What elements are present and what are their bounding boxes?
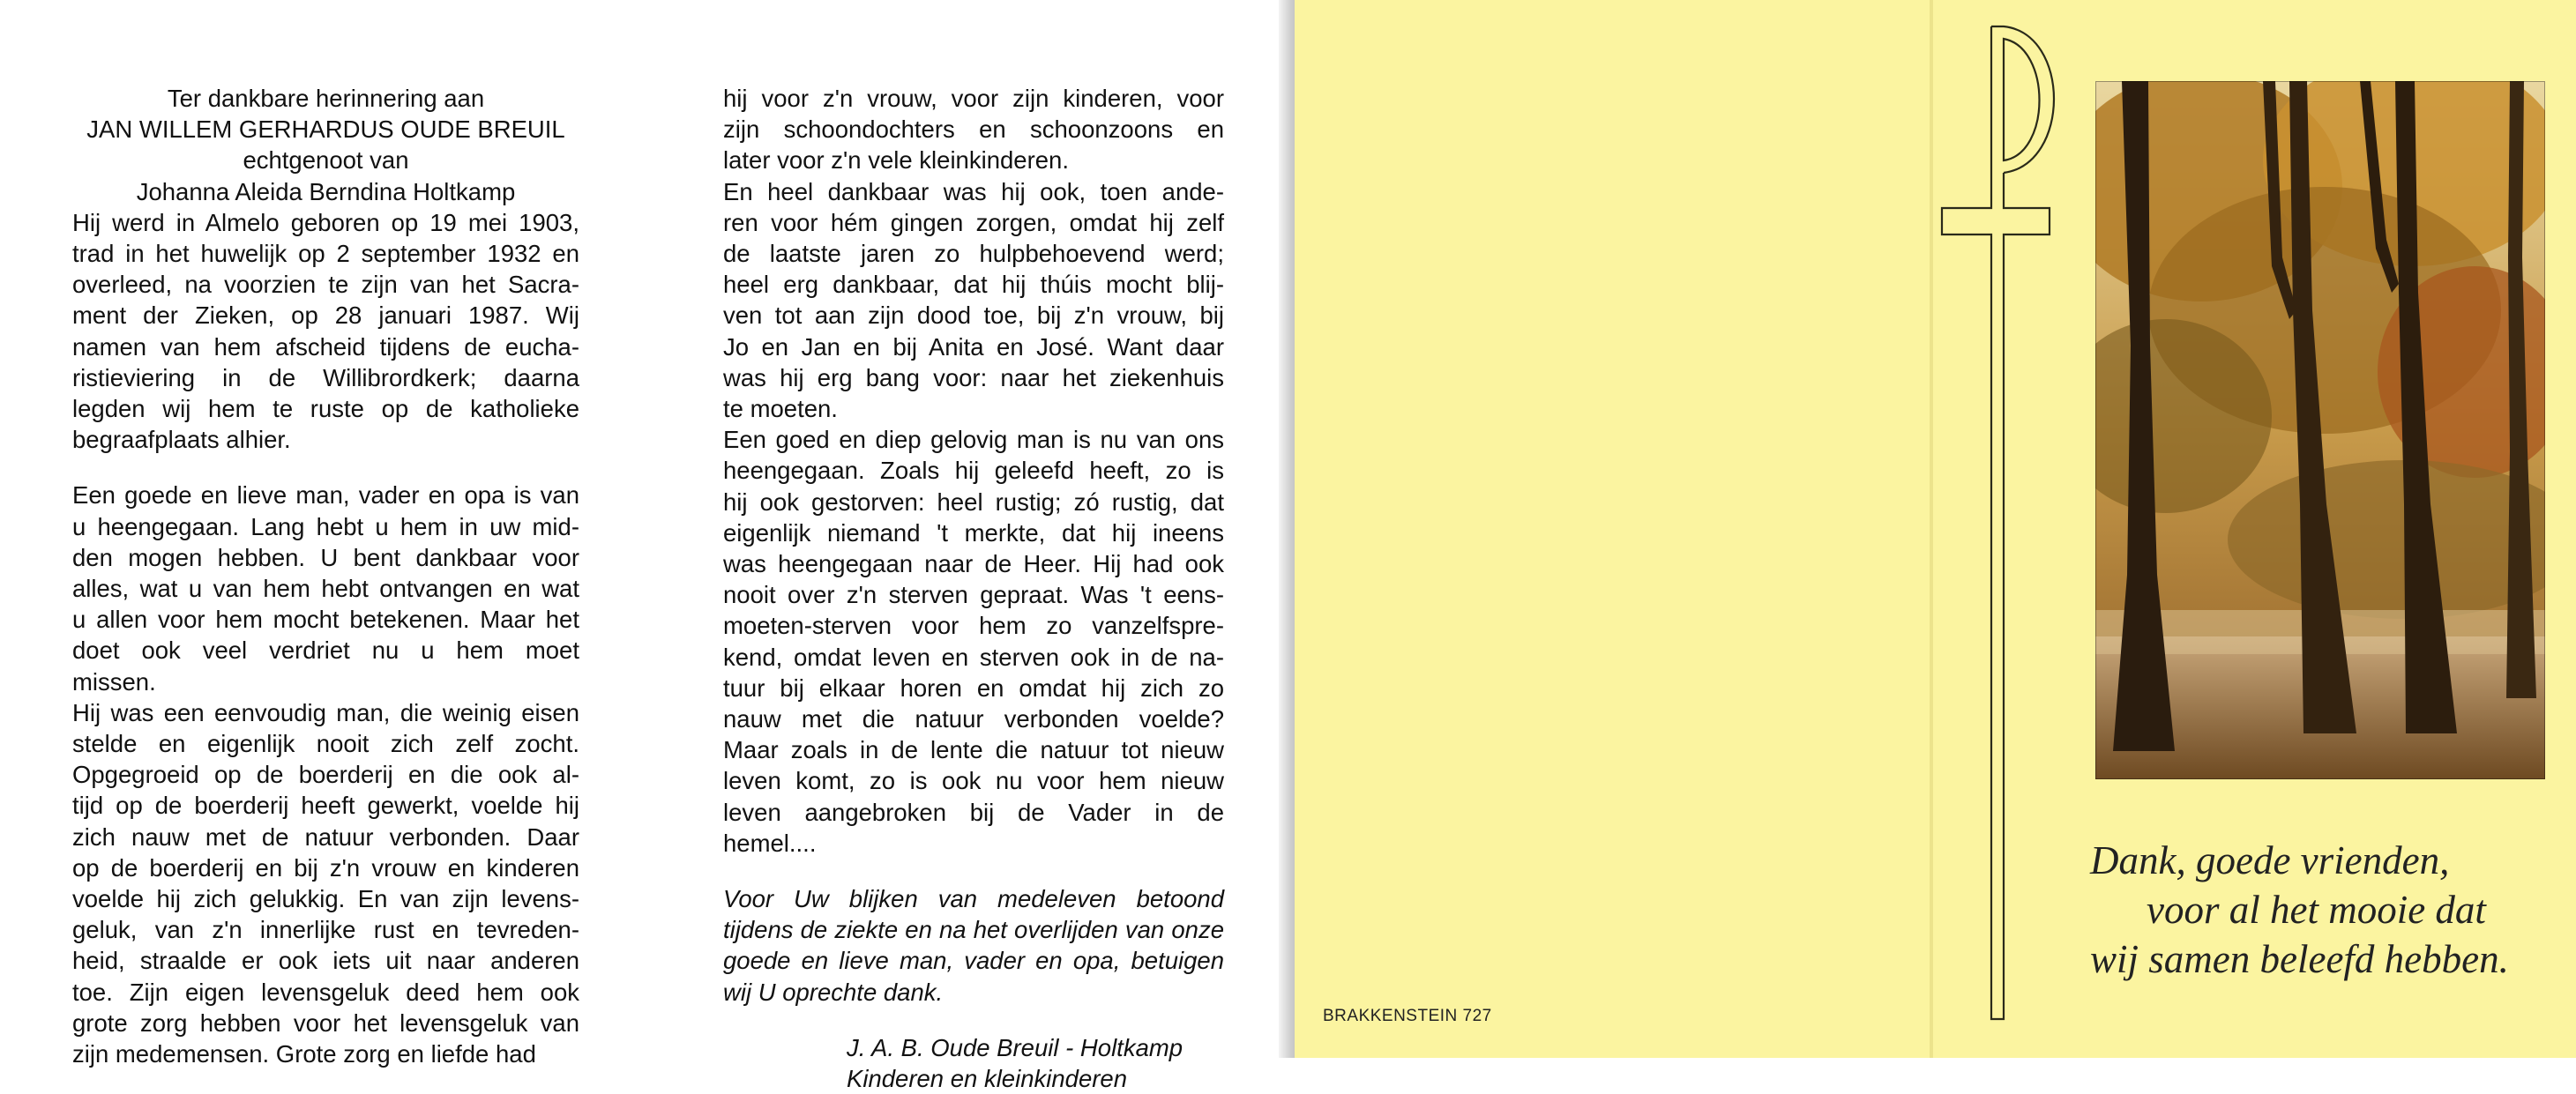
text-line: trad in het huwelijk op 2 september 1932 en — [72, 240, 579, 268]
text-line: nooit over z'n sterven gepraat. Was 't eens- — [723, 581, 1224, 609]
verse-line-1: Dank, goede vrienden, — [2090, 838, 2450, 882]
text-line: ven tot aan zijn dood toe, bij z'n vrouw, bij — [723, 301, 1224, 330]
text-line: eigenlijk niemand 't merkte, dat hij ineens — [723, 518, 1224, 547]
text-line: zich nauw met de natuur verbonden. Daar — [72, 822, 579, 851]
text-line: Opgegroeid op de boerderij en die ook al- — [72, 761, 579, 789]
text-column-right — [723, 83, 1224, 1094]
verse-line-3: wij samen beleefd hebben. — [2090, 937, 2509, 981]
text-line: heengegaan. Zoals hij geleefd heeft, zo is — [723, 457, 1224, 485]
text-line: tijd op de boerderij heeft gewerkt, voelde hij — [72, 792, 579, 820]
text-line: nauw met die natuur verbonden voelde? — [723, 705, 1224, 733]
thanks-message — [723, 883, 1224, 1008]
text-line: later voor z'n vele kleinkinderen. — [723, 146, 1069, 175]
autumn-forest-photo — [2095, 81, 2545, 779]
text-line: leven komt, zo is ook nu voor hem nieuw — [723, 767, 1224, 795]
text-line: begraafplaats alhier. — [72, 426, 291, 454]
text-line: stelde en eigenlijk nooit zich zelf zocht. — [72, 730, 579, 758]
text-line: toe. Zijn eigen levensgeluk deed hem ook — [72, 978, 579, 1006]
cover-fold-line — [1930, 0, 1933, 1058]
text-line: goede en lieve man, vader en opa, betuigen — [723, 947, 1224, 975]
text-line: heel erg dankbaar, dat hij thúis mocht blij- — [723, 271, 1224, 299]
family-paragraph — [723, 83, 1224, 176]
text-line: kend, omdat leven en sterven ook in de na- — [723, 643, 1224, 671]
text-line: ristieviering in de Willibrordkerk; daarna — [72, 363, 579, 391]
text-line: Een goede en lieve man, vader en opa is van — [72, 481, 579, 510]
text-line: den mogen hebben. U bent dankbaar voor — [72, 543, 579, 571]
text-line: moeten-sterven voor hem zo vanzelfspre- — [723, 612, 1224, 640]
signature-family: Kinderen en kleinkinderen — [847, 1065, 1127, 1093]
text-line: tijdens de ziekte en na het overlijden van onze — [723, 916, 1224, 944]
deceased-name: JAN WILLEM GERHARDUS OUDE BREUIL — [86, 115, 565, 144]
text-line: En heel dankbaar was hij ook, toen ande- — [723, 177, 1224, 205]
text-line: Hij was een eenvoudig man, die weinig eisen — [72, 698, 579, 726]
text-line: te moeten. — [723, 395, 838, 423]
text-line: u heengegaan. Lang hebt u hem in uw mid- — [72, 512, 579, 540]
faith-paragraph — [723, 424, 1224, 859]
dedication-intro: Ter dankbare herinnering aan — [167, 85, 485, 112]
text-line: geluk, van z'n innerlijke rust en tevreden- — [72, 916, 579, 944]
text-line: de laatste jaren zo hulpbehoevend werd; — [723, 240, 1224, 268]
text-line: grote zorg hebben voor het levensgeluk van — [72, 1008, 579, 1037]
signature-name: J. A. B. Oude Breuil - Holtkamp — [847, 1033, 1183, 1061]
text-column-left — [72, 83, 579, 1069]
text-line: Voor Uw blijken van medeleven betoond — [723, 885, 1224, 913]
text-line: zijn medemensen. Grote zorg en liefde had — [72, 1040, 536, 1068]
character-paragraph — [72, 697, 579, 1069]
text-line: hemel.... — [723, 829, 817, 857]
chi-rho-cross-icon — [1938, 23, 2071, 1023]
gratitude-paragraph — [723, 176, 1224, 425]
publisher-code: BRAKKENSTEIN 727 — [1323, 1007, 1492, 1025]
text-line: Een goed en diep gelovig man is nu van ons — [723, 426, 1224, 454]
text-line: was heengegaan naar de Heer. Hij had ook — [723, 550, 1224, 578]
text-line: was hij erg bang voor: naar het ziekenhuis — [723, 363, 1224, 391]
relation-line: echtgenoot van — [243, 146, 409, 175]
text-line: overleed, na voorzien te zijn van het Sacra- — [72, 271, 579, 299]
memorial-card-inner-page — [0, 0, 1288, 1093]
text-line: legden wij hem te ruste op de katholieke — [72, 395, 579, 423]
text-line: ren voor hém gingen zorgen, omdat hij zelf — [723, 208, 1224, 236]
text-line: zijn schoondochters en schoonzoons en — [723, 115, 1224, 144]
text-line: hij voor z'n vrouw, voor zijn kinderen, voor — [723, 85, 1224, 112]
remembrance-paragraph — [72, 480, 579, 696]
text-line: leven aangebroken bij de Vader in de — [723, 798, 1224, 826]
biography-paragraph — [72, 207, 579, 456]
text-line: op de boerderij en bij z'n vrouw en kinderen — [72, 853, 579, 882]
text-line: hij ook gestorven: heel rustig; zó rustig, dat — [723, 487, 1224, 516]
text-line: tuur bij elkaar horen en omdat hij zich zo — [723, 674, 1224, 702]
text-line: namen van hem afscheid tijdens de eucha- — [72, 332, 579, 361]
text-line: wij U oprechte dank. — [723, 978, 944, 1006]
text-line: heid, straalde er ook iets uit naar anderen — [72, 947, 579, 975]
verse-line-2: voor al het mooie dat — [2147, 888, 2486, 932]
text-line: Maar zoals in de lente die natuur tot nieuw — [723, 736, 1224, 764]
text-line: Hij werd in Almelo geboren op 19 mei 1903, — [72, 208, 579, 236]
thank-you-verse — [2090, 836, 2566, 984]
text-line: alles, wat u van hem hebt ontvangen en wat — [72, 575, 579, 603]
text-line: voelde hij zich gelukkig. En van zijn levens- — [72, 885, 579, 913]
text-line: Jo en Jan en bij Anita en José. Want daar — [723, 332, 1224, 361]
spouse-name: Johanna Aleida Berndina Holtkamp — [136, 177, 516, 205]
text-line: u allen voor hem mocht betekenen. Maar het — [72, 606, 579, 634]
text-line: doet ook veel verdriet nu u hem moet — [72, 636, 579, 665]
text-line: missen. — [72, 667, 156, 696]
text-line: ment der Zieken, op 28 januari 1987. Wij — [72, 301, 579, 330]
